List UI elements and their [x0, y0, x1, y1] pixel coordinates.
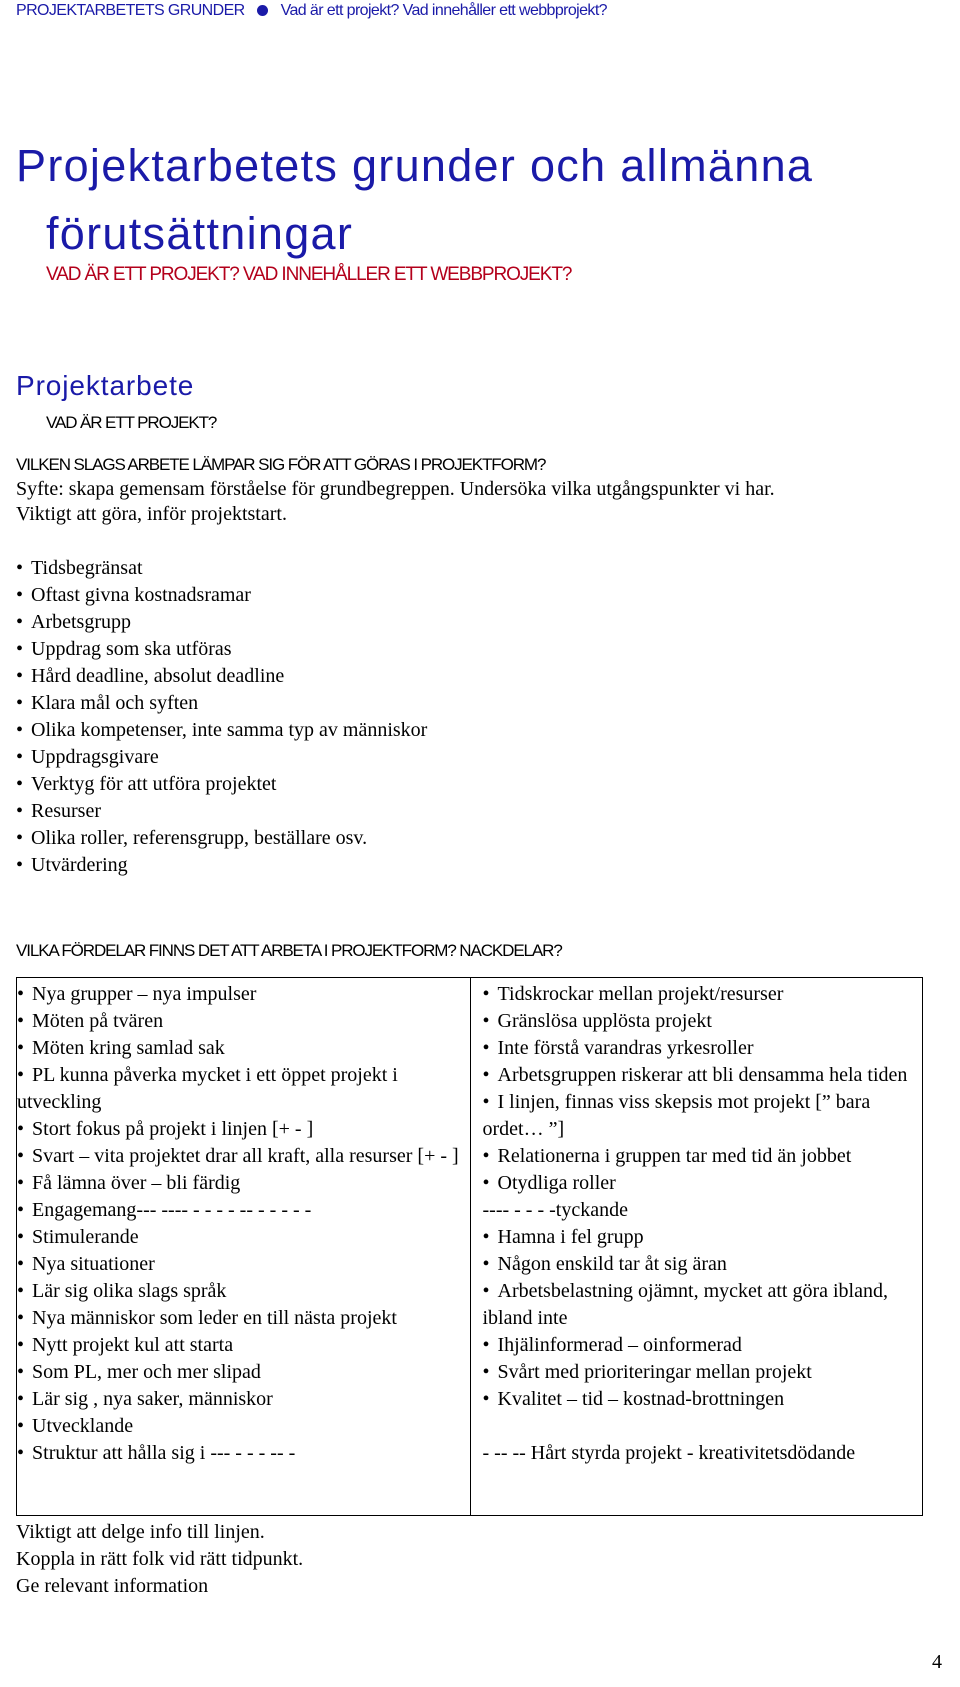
cons-column [470, 978, 923, 1515]
section-heading: Projektarbete [16, 370, 195, 401]
pros-cons-heading: VILKA FÖRDELAR FINNS DET ATT ARBETA I PROJEKTFORM? NACKDELAR? [16, 941, 562, 960]
footer-line-1: Viktigt att delge info till linjen. [16, 1521, 265, 1543]
pros-item: • Stimulerande [17, 1224, 466, 1251]
pros-item: • Lär sig olika slags språk [17, 1278, 466, 1305]
list-item: • Olika kompetenser, inte samma typ av människor [16, 717, 427, 744]
pros-item: • Lär sig , nya saker, människor [17, 1386, 466, 1413]
footer-line-2: Koppla in rätt folk vid rätt tidpunkt. [16, 1548, 304, 1570]
bullet-dot-icon [257, 5, 268, 16]
cons-item: • Gränslösa upplösta projekt [483, 1008, 919, 1035]
list-item: • Uppdragsgivare [16, 744, 427, 771]
list-item: • Olika roller, referensgrupp, beställare osv. [16, 825, 427, 852]
cons-item: • Arbetsbelastning ojämnt, mycket att göra ibland, ibland inte [483, 1278, 919, 1332]
list-item: • Uppdrag som ska utföras [16, 636, 427, 663]
list-item: • Klara mål och syften [16, 690, 427, 717]
cons-item: ---- - - - -tyckande [482, 1199, 628, 1221]
cons-item: • Hamna i fel grupp [483, 1224, 919, 1251]
pros-item: • Utvecklande [17, 1413, 466, 1440]
pros-item: • Nytt projekt kul att starta [17, 1332, 466, 1359]
pros-item: • Möten kring samlad sak [17, 1035, 466, 1062]
cons-item: • Kvalitet – tid – kostnad-brottningen [483, 1386, 919, 1413]
cons-item: • Ihjälinformerad – oinformerad [483, 1332, 919, 1359]
pros-item: • Som PL, mer och mer slipad [17, 1359, 466, 1386]
list-item: • Resurser [16, 798, 427, 825]
cons-item: • Tidskrockar mellan projekt/resurser [483, 981, 919, 1008]
pros-item: • Engagemang--- ---- - - - - -- - - - - - [17, 1197, 466, 1224]
purpose-text [16, 477, 936, 527]
page-title [16, 132, 936, 268]
project-characteristics-list [16, 555, 427, 879]
running-header [16, 2, 607, 20]
list-item: • Utvärdering [16, 852, 427, 879]
section-subheading-1: VAD ÄR ETT PROJEKT? [46, 413, 217, 432]
pros-item: • PL kunna påverka mycket i ett öppet projekt i utveckling [17, 1062, 466, 1116]
cons-item: • Relationerna i gruppen tar med tid än jobbet [483, 1143, 919, 1170]
header-left: PROJEKTARBETETS GRUNDER [16, 2, 245, 19]
page-subtitle: VAD ÄR ETT PROJEKT? VAD INNEHÅLLER ETT WEBBPROJEKT? [46, 264, 572, 285]
page-number: 4 [932, 1651, 942, 1673]
pros-item: • Nya människor som leder en till nästa projekt [17, 1305, 466, 1332]
pros-item: • Nya grupper – nya impulser [17, 981, 466, 1008]
list-item: • Hård deadline, absolut deadline [16, 663, 427, 690]
purpose-line-1: Syfte: skapa gemensam förståelse för grundbegreppen. Undersöka vilka utgångspunkter vi har. [16, 478, 775, 500]
purpose-line-2: Viktigt att göra, inför projektstart. [16, 503, 287, 525]
cons-item: • Otydliga roller [483, 1170, 919, 1197]
cons-item: • Svårt med prioriteringar mellan projekt [483, 1359, 919, 1386]
title-line-1: Projektarbetets grunder och allmänna [16, 140, 814, 191]
list-item: • Oftast givna kostnadsramar [16, 582, 427, 609]
cons-item: • Någon enskild tar åt sig äran [483, 1251, 919, 1278]
pros-item: • Struktur att hålla sig i --- - - - -- - [17, 1440, 466, 1467]
title-line-2: förutsättningar [46, 208, 354, 259]
pros-item: • Nya situationer [17, 1251, 466, 1278]
cons-item: • Inte förstå varandras yrkesroller [483, 1035, 919, 1062]
pros-column [17, 978, 470, 1515]
list-item: • Tidsbegränsat [16, 555, 427, 582]
pros-item: • Få lämna över – bli färdig [17, 1170, 466, 1197]
list-item: • Arbetsgrupp [16, 609, 427, 636]
cons-item: • Arbetsgruppen riskerar att bli densamma hela tiden [483, 1062, 919, 1089]
list-item: • Verktyg för att utföra projektet [16, 771, 427, 798]
pros-item: • Svart – vita projektet drar all kraft, alla resurser [+ - ] [17, 1143, 466, 1170]
section-subheading-2: VILKEN SLAGS ARBETE LÄMPAR SIG FÖR ATT GÖRAS I PROJEKTFORM? [16, 455, 546, 474]
pros-item: • Möten på tvären [17, 1008, 466, 1035]
header-right: Vad är ett projekt? Vad innehåller ett webbprojekt? [280, 2, 607, 19]
pros-item: • Stort fokus på projekt i linjen [+ - ] [17, 1116, 466, 1143]
cons-item: • I linjen, finnas viss skepsis mot projekt [” bara ordet… ”] [483, 1089, 919, 1143]
cons-item: - -- -- Hårt styrda projekt - kreativitetsdödande [482, 1442, 856, 1464]
footer-notes [16, 1519, 303, 1600]
footer-line-3: Ge relevant information [16, 1575, 209, 1597]
pros-cons-table [16, 977, 923, 1516]
